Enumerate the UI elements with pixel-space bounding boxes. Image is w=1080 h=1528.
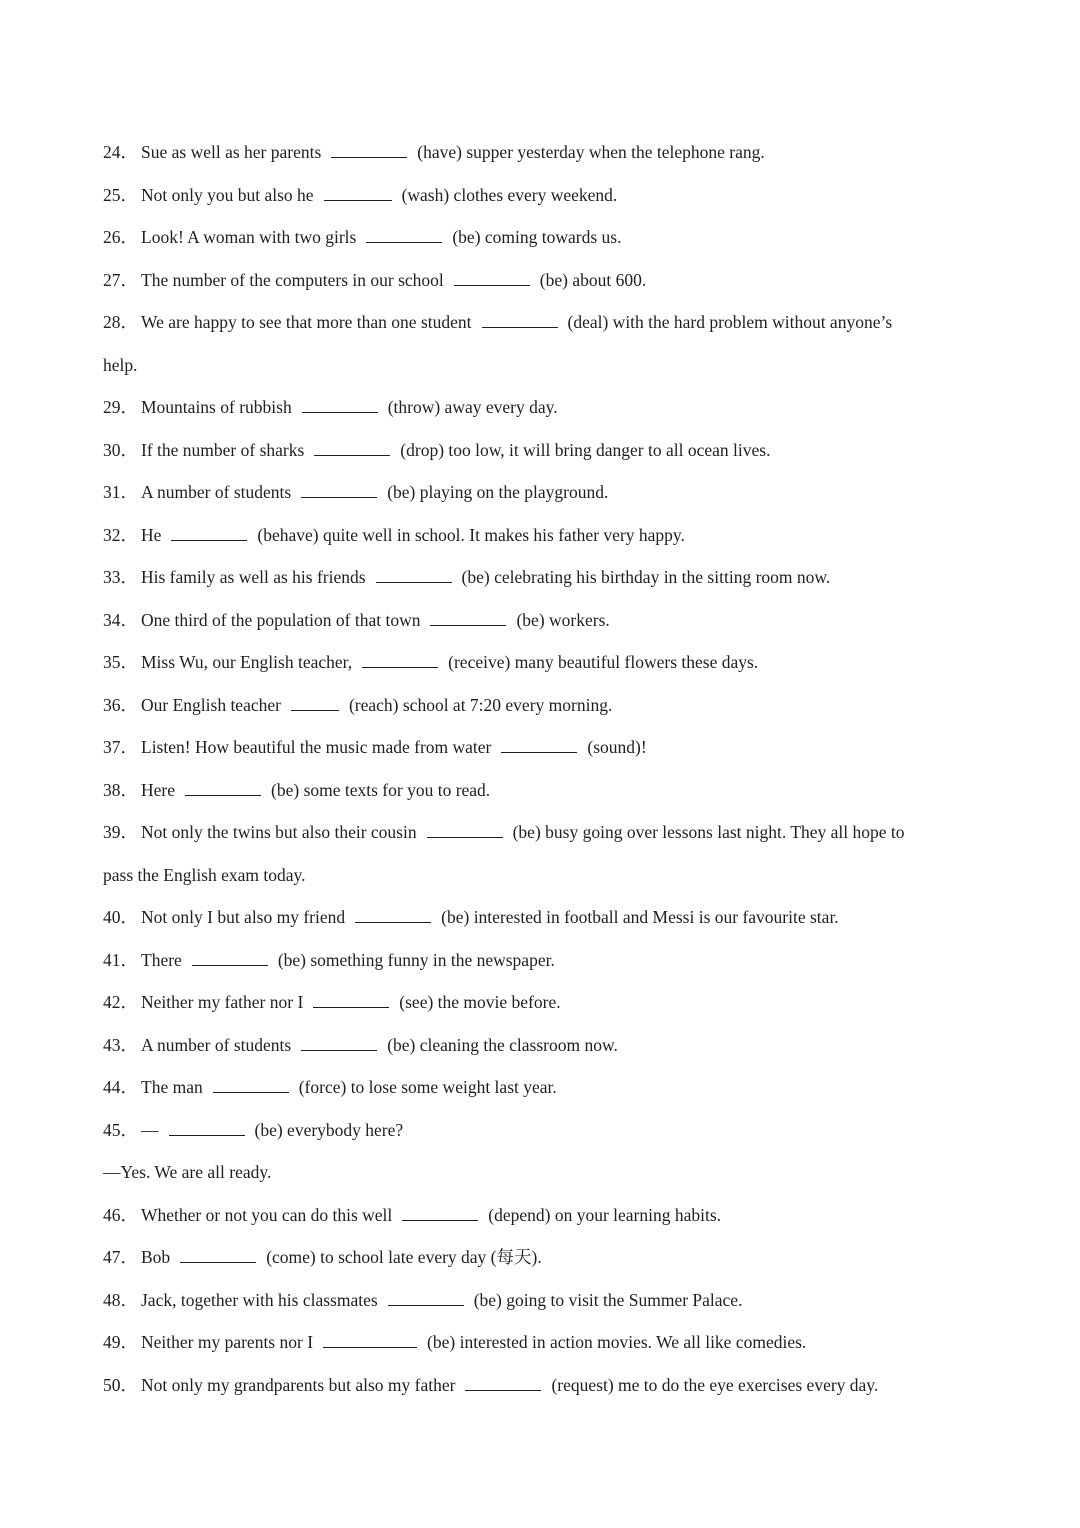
question-47 bbox=[103, 1236, 983, 1279]
question-28-continuation: help. bbox=[103, 354, 138, 375]
question-29 bbox=[103, 386, 983, 429]
question-38 bbox=[103, 769, 983, 812]
question-number: 36． bbox=[103, 694, 138, 715]
question-number: 47． bbox=[103, 1247, 138, 1267]
question-number: 43． bbox=[103, 1034, 138, 1055]
question-number: 49． bbox=[103, 1332, 138, 1352]
answer-blank[interactable] bbox=[180, 1261, 256, 1263]
question-text: A number of students bbox=[141, 1034, 292, 1055]
answer-blank[interactable] bbox=[185, 794, 261, 796]
question-number: 31． bbox=[103, 482, 138, 502]
question-text: (deal) with the hard problem without anyone’s bbox=[567, 312, 893, 332]
answer-blank[interactable] bbox=[192, 964, 268, 966]
question-number: 33． bbox=[103, 567, 138, 587]
question-text: (behave) quite well in school. It makes his father very happy. bbox=[257, 524, 685, 545]
question-number: 45． bbox=[103, 1119, 138, 1140]
question-text: A number of students bbox=[141, 482, 292, 502]
question-number: 44． bbox=[103, 1077, 138, 1097]
question-text: The number of the computers in our school bbox=[141, 269, 444, 290]
question-number: 50． bbox=[103, 1374, 138, 1395]
question-46 bbox=[103, 1194, 983, 1237]
question-text: (be) interested in football and Messi is our favourite star. bbox=[441, 907, 839, 927]
question-31 bbox=[103, 471, 983, 514]
question-text: There bbox=[141, 949, 182, 970]
answer-blank[interactable] bbox=[430, 624, 506, 626]
answer-blank[interactable] bbox=[388, 1304, 464, 1306]
question-24 bbox=[103, 131, 983, 174]
question-number: 37． bbox=[103, 737, 138, 757]
answer-blank[interactable] bbox=[376, 581, 452, 583]
question-37 bbox=[103, 726, 983, 769]
answer-blank[interactable] bbox=[301, 496, 377, 498]
question-text: One third of the population of that town bbox=[141, 609, 421, 630]
question-text: Look! A woman with two girls bbox=[141, 227, 357, 247]
question-text: His family as well as his friends bbox=[141, 567, 366, 587]
worksheet bbox=[103, 131, 983, 1406]
question-27 bbox=[103, 259, 983, 302]
question-text: (sound)! bbox=[587, 737, 647, 757]
question-text: (reach) school at 7:20 every morning. bbox=[348, 694, 613, 715]
question-number: 28． bbox=[103, 312, 138, 332]
question-50 bbox=[103, 1364, 983, 1407]
answer-blank[interactable] bbox=[301, 1049, 377, 1051]
question-number: 34． bbox=[103, 609, 138, 630]
question-text: We are happy to see that more than one student bbox=[141, 312, 472, 332]
question-26 bbox=[103, 216, 983, 259]
question-42 bbox=[103, 981, 983, 1024]
question-number: 42． bbox=[103, 992, 138, 1012]
question-text: (be) coming towards us. bbox=[452, 227, 622, 247]
question-text: (be) about 600. bbox=[539, 269, 647, 290]
answer-blank[interactable] bbox=[465, 1389, 541, 1391]
question-text: If the number of sharks bbox=[141, 439, 305, 460]
question-text: (request) me to do the eye exercises every day. bbox=[551, 1374, 879, 1395]
question-text: (be) celebrating his birthday in the sitting room now. bbox=[461, 567, 831, 587]
question-45-reply: —Yes. We are all ready. bbox=[103, 1162, 272, 1182]
answer-blank[interactable] bbox=[169, 1134, 245, 1136]
question-number: 39． bbox=[103, 822, 138, 842]
question-text: (be) interested in action movies. We all like comedies. bbox=[427, 1332, 807, 1352]
question-text: Neither my parents nor I bbox=[141, 1332, 314, 1352]
answer-blank[interactable] bbox=[362, 666, 438, 668]
question-text: Miss Wu, our English teacher, bbox=[141, 652, 353, 672]
question-number: 35． bbox=[103, 652, 138, 672]
answer-blank[interactable] bbox=[324, 199, 392, 201]
question-text: He bbox=[141, 524, 162, 545]
question-text: (throw) away every day. bbox=[387, 397, 558, 417]
question-33 bbox=[103, 556, 983, 599]
question-text: Mountains of rubbish bbox=[141, 397, 292, 417]
question-text: Here bbox=[141, 779, 176, 800]
question-text: (be) everybody here? bbox=[254, 1119, 404, 1140]
question-number: 32． bbox=[103, 524, 138, 545]
question-text: (depend) on your learning habits. bbox=[488, 1204, 722, 1225]
question-text: — bbox=[141, 1119, 159, 1140]
answer-blank[interactable] bbox=[355, 921, 431, 923]
question-text: (see) the movie before. bbox=[399, 992, 561, 1012]
question-number: 24． bbox=[103, 142, 138, 162]
answer-blank[interactable] bbox=[314, 454, 390, 456]
question-25 bbox=[103, 174, 983, 217]
question-number: 27． bbox=[103, 269, 138, 290]
question-text: (be) something funny in the newspaper. bbox=[277, 949, 555, 970]
question-text: Not only I but also my friend bbox=[141, 907, 346, 927]
question-39-continuation: pass the English exam today. bbox=[103, 864, 306, 885]
question-32 bbox=[103, 514, 983, 557]
question-text: (have) supper yesterday when the telephone rang. bbox=[417, 142, 765, 162]
question-text: (come) to school late every day (每天). bbox=[266, 1247, 542, 1267]
question-text: (be) going to visit the Summer Palace. bbox=[473, 1289, 743, 1310]
question-text: (be) workers. bbox=[516, 609, 610, 630]
question-text: Listen! How beautiful the music made from water bbox=[141, 737, 492, 757]
question-49 bbox=[103, 1321, 983, 1364]
question-number: 46． bbox=[103, 1204, 138, 1225]
question-number: 26． bbox=[103, 227, 138, 247]
question-text: Not only you but also he bbox=[141, 184, 314, 205]
question-30 bbox=[103, 429, 983, 472]
question-number: 38． bbox=[103, 779, 138, 800]
answer-blank[interactable] bbox=[366, 241, 442, 243]
question-number: 25． bbox=[103, 184, 138, 205]
question-43 bbox=[103, 1024, 983, 1067]
answer-blank[interactable] bbox=[427, 836, 503, 838]
answer-blank[interactable] bbox=[313, 1006, 389, 1008]
question-45 bbox=[103, 1109, 983, 1152]
question-number: 40． bbox=[103, 907, 138, 927]
answer-blank[interactable] bbox=[482, 326, 558, 328]
question-number: 41． bbox=[103, 949, 138, 970]
question-40 bbox=[103, 896, 983, 939]
answer-blank[interactable] bbox=[501, 751, 577, 753]
question-text: Whether or not you can do this well bbox=[141, 1204, 393, 1225]
answer-blank[interactable] bbox=[302, 411, 378, 413]
question-35 bbox=[103, 641, 983, 684]
answer-blank[interactable] bbox=[331, 156, 407, 158]
answer-blank[interactable] bbox=[291, 709, 339, 711]
question-36 bbox=[103, 684, 983, 727]
question-number: 30． bbox=[103, 439, 138, 460]
question-text: Not only the twins but also their cousin bbox=[141, 822, 417, 842]
question-text: (wash) clothes every weekend. bbox=[401, 184, 618, 205]
question-text: (force) to lose some weight last year. bbox=[298, 1077, 557, 1097]
question-text: The man bbox=[141, 1077, 203, 1097]
question-text: Not only my grandparents but also my father bbox=[141, 1374, 456, 1395]
question-text: (receive) many beautiful flowers these days. bbox=[448, 652, 759, 672]
question-text: (be) busy going over lessons last night. They all hope to bbox=[512, 822, 905, 842]
answer-blank[interactable] bbox=[213, 1091, 289, 1093]
answer-blank[interactable] bbox=[323, 1346, 417, 1348]
answer-blank[interactable] bbox=[402, 1219, 478, 1221]
question-39 bbox=[103, 811, 983, 854]
question-number: 29． bbox=[103, 397, 138, 417]
question-text: (be) playing on the playground. bbox=[387, 482, 609, 502]
question-28 bbox=[103, 301, 983, 344]
question-text: Bob bbox=[141, 1247, 171, 1267]
question-text: Neither my father nor I bbox=[141, 992, 304, 1012]
question-text: Our English teacher bbox=[141, 694, 281, 715]
question-34 bbox=[103, 599, 983, 642]
question-text: Sue as well as her parents bbox=[141, 142, 322, 162]
answer-blank[interactable] bbox=[454, 284, 530, 286]
question-text: (be) some texts for you to read. bbox=[271, 779, 491, 800]
answer-blank[interactable] bbox=[171, 539, 247, 541]
question-44 bbox=[103, 1066, 983, 1109]
question-text: Jack, together with his classmates bbox=[141, 1289, 378, 1310]
question-48 bbox=[103, 1279, 983, 1322]
question-41 bbox=[103, 939, 983, 982]
question-text: (drop) too low, it will bring danger to all ocean lives. bbox=[400, 439, 771, 460]
question-number: 48． bbox=[103, 1289, 138, 1310]
question-text: (be) cleaning the classroom now. bbox=[387, 1034, 618, 1055]
